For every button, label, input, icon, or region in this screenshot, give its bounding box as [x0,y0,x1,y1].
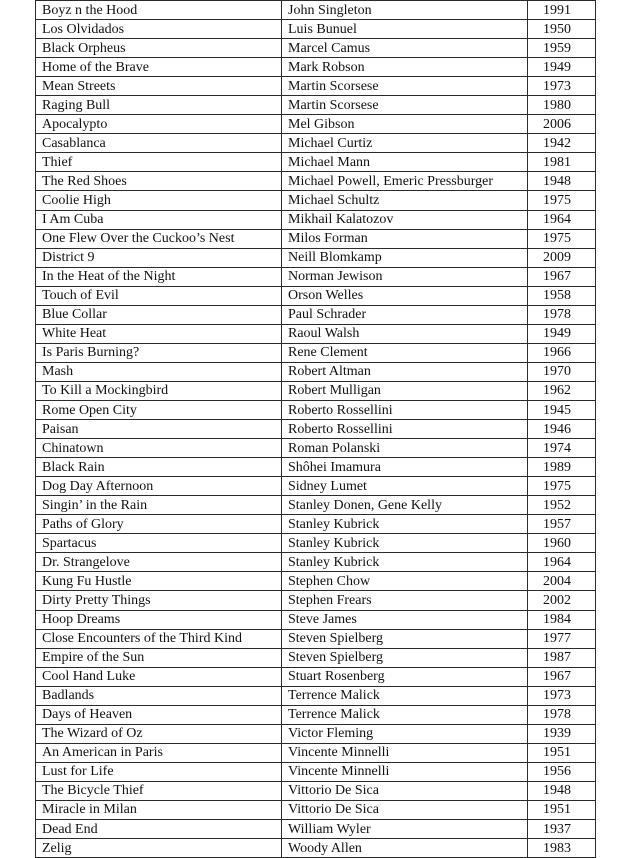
film-title-cell: Dr. Strangelove [36,553,282,572]
director-cell: Martin Scorsese [282,96,528,115]
director-cell: Stuart Rosenberg [282,667,528,686]
film-title-cell: An American in Paris [36,743,282,762]
table-row [36,820,596,839]
year-cell: 1978 [528,705,596,724]
director-cell: Steven Spielberg [282,648,528,667]
year-cell: 2002 [528,591,596,610]
table-row [36,534,596,553]
director-cell: Steven Spielberg [282,629,528,648]
film-title-cell: Coolie High [36,191,282,210]
table-row [36,229,596,248]
film-title-cell: One Flew Over the Cuckoo’s Nest [36,229,282,248]
year-cell: 1991 [528,1,596,20]
film-title-cell: Is Paris Burning? [36,343,282,362]
table-row [36,553,596,572]
table-row [36,343,596,362]
director-cell: William Wyler [282,820,528,839]
director-cell: Michael Powell, Emeric Pressburger [282,172,528,191]
film-title-cell: Close Encounters of the Third Kind [36,629,282,648]
year-cell: 1957 [528,515,596,534]
table-row [36,267,596,286]
director-cell: Steve James [282,610,528,629]
director-cell: Michael Mann [282,153,528,172]
director-cell: Vittorio De Sica [282,800,528,819]
table-row [36,686,596,705]
director-cell: Roberto Rossellini [282,400,528,419]
table-row [36,420,596,439]
table-row [36,191,596,210]
director-cell: Shôhei Imamura [282,458,528,477]
year-cell: 1975 [528,191,596,210]
year-cell: 1974 [528,439,596,458]
table-row [36,58,596,77]
year-cell: 1964 [528,210,596,229]
director-cell: Michael Schultz [282,191,528,210]
film-title-cell: Casablanca [36,134,282,153]
year-cell: 1973 [528,686,596,705]
table-row [36,839,596,858]
director-cell: Orson Welles [282,286,528,305]
film-title-cell: Thief [36,153,282,172]
year-cell: 1975 [528,229,596,248]
table-row [36,248,596,267]
director-cell: Terrence Malick [282,686,528,705]
film-title-cell: In the Heat of the Night [36,267,282,286]
director-cell: Norman Jewison [282,267,528,286]
table-row [36,324,596,343]
film-title-cell: Los Olvidados [36,20,282,39]
year-cell: 1948 [528,172,596,191]
film-title-cell: Paisan [36,420,282,439]
director-cell: John Singleton [282,1,528,20]
film-title-cell: Zelig [36,839,282,858]
table-row [36,458,596,477]
film-title-cell: Rome Open City [36,400,282,419]
table-row [36,172,596,191]
director-cell: Roman Polanski [282,439,528,458]
director-cell: Raoul Walsh [282,324,528,343]
year-cell: 1942 [528,134,596,153]
table-row [36,286,596,305]
film-title-cell: Lust for Life [36,762,282,781]
year-cell: 1949 [528,324,596,343]
director-cell: Stanley Donen, Gene Kelly [282,496,528,515]
year-cell: 1962 [528,381,596,400]
year-cell: 1973 [528,77,596,96]
film-title-cell: Mean Streets [36,77,282,96]
film-title-cell: Mash [36,362,282,381]
table-row [36,153,596,172]
table-row [36,305,596,324]
year-cell: 1970 [528,362,596,381]
year-cell: 1967 [528,267,596,286]
film-title-cell: Home of the Brave [36,58,282,77]
director-cell: Paul Schrader [282,305,528,324]
year-cell: 1967 [528,667,596,686]
year-cell: 2009 [528,248,596,267]
year-cell: 2004 [528,572,596,591]
director-cell: Vincente Minnelli [282,743,528,762]
table-row [36,648,596,667]
table-row [36,515,596,534]
film-title-cell: Dirty Pretty Things [36,591,282,610]
film-title-cell: Empire of the Sun [36,648,282,667]
film-title-cell: Miracle in Milan [36,800,282,819]
table-row [36,705,596,724]
table-row [36,1,596,20]
table-row [36,610,596,629]
director-cell: Robert Mulligan [282,381,528,400]
director-cell: Marcel Camus [282,39,528,58]
director-cell: Mikhail Kalatozov [282,210,528,229]
year-cell: 1949 [528,58,596,77]
table-row [36,20,596,39]
film-title-cell: Badlands [36,686,282,705]
film-title-cell: Boyz n the Hood [36,1,282,20]
table-row [36,115,596,134]
table-row [36,496,596,515]
year-cell: 1978 [528,305,596,324]
director-cell: Stephen Chow [282,572,528,591]
director-cell: Neill Blomkamp [282,248,528,267]
film-title-cell: White Heat [36,324,282,343]
director-cell: Martin Scorsese [282,77,528,96]
year-cell: 1951 [528,743,596,762]
director-cell: Michael Curtiz [282,134,528,153]
director-cell: Stanley Kubrick [282,534,528,553]
year-cell: 2006 [528,115,596,134]
director-cell: Luis Bunuel [282,20,528,39]
year-cell: 1958 [528,286,596,305]
year-cell: 1950 [528,20,596,39]
film-title-cell: To Kill a Mockingbird [36,381,282,400]
film-table-body [36,1,596,858]
film-title-cell: The Wizard of Oz [36,724,282,743]
film-title-cell: The Bicycle Thief [36,781,282,800]
year-cell: 1956 [528,762,596,781]
table-row [36,629,596,648]
director-cell: Stanley Kubrick [282,515,528,534]
director-cell: Vincente Minnelli [282,762,528,781]
table-row [36,439,596,458]
film-title-cell: District 9 [36,248,282,267]
year-cell: 1984 [528,610,596,629]
table-row [36,781,596,800]
table-row [36,96,596,115]
table-row [36,210,596,229]
table-row [36,362,596,381]
film-title-cell: Dog Day Afternoon [36,477,282,496]
film-title-cell: Spartacus [36,534,282,553]
year-cell: 1981 [528,153,596,172]
film-title-cell: The Red Shoes [36,172,282,191]
director-cell: Victor Fleming [282,724,528,743]
film-title-cell: Blue Collar [36,305,282,324]
year-cell: 1946 [528,420,596,439]
director-cell: Vittorio De Sica [282,781,528,800]
year-cell: 1987 [528,648,596,667]
year-cell: 1939 [528,724,596,743]
year-cell: 1937 [528,820,596,839]
year-cell: 1977 [528,629,596,648]
film-title-cell: Apocalypto [36,115,282,134]
film-title-cell: Days of Heaven [36,705,282,724]
director-cell: Stephen Frears [282,591,528,610]
year-cell: 1948 [528,781,596,800]
film-title-cell: I Am Cuba [36,210,282,229]
film-title-cell: Cool Hand Luke [36,667,282,686]
film-title-cell: Chinatown [36,439,282,458]
director-cell: Rene Clement [282,343,528,362]
year-cell: 1989 [528,458,596,477]
table-row [36,762,596,781]
table-row [36,134,596,153]
year-cell: 1964 [528,553,596,572]
film-title-cell: Dead End [36,820,282,839]
year-cell: 1980 [528,96,596,115]
year-cell: 1951 [528,800,596,819]
year-cell: 1952 [528,496,596,515]
table-row [36,591,596,610]
film-title-cell: Kung Fu Hustle [36,572,282,591]
director-cell: Woody Allen [282,839,528,858]
table-row [36,800,596,819]
table-row [36,77,596,96]
table-row [36,572,596,591]
film-title-cell: Black Orpheus [36,39,282,58]
year-cell: 1959 [528,39,596,58]
film-title-cell: Hoop Dreams [36,610,282,629]
table-row [36,381,596,400]
year-cell: 1983 [528,839,596,858]
table-row [36,667,596,686]
director-cell: Mark Robson [282,58,528,77]
director-cell: Milos Forman [282,229,528,248]
director-cell: Robert Altman [282,362,528,381]
film-table [35,0,596,858]
table-row [36,743,596,762]
table-row [36,477,596,496]
film-title-cell: Paths of Glory [36,515,282,534]
director-cell: Stanley Kubrick [282,553,528,572]
table-row [36,400,596,419]
year-cell: 1966 [528,343,596,362]
director-cell: Roberto Rossellini [282,420,528,439]
year-cell: 1960 [528,534,596,553]
film-title-cell: Raging Bull [36,96,282,115]
director-cell: Mel Gibson [282,115,528,134]
film-title-cell: Black Rain [36,458,282,477]
film-title-cell: Touch of Evil [36,286,282,305]
table-row [36,724,596,743]
year-cell: 1975 [528,477,596,496]
year-cell: 1945 [528,400,596,419]
table-row [36,39,596,58]
director-cell: Sidney Lumet [282,477,528,496]
film-title-cell: Singin’ in the Rain [36,496,282,515]
director-cell: Terrence Malick [282,705,528,724]
